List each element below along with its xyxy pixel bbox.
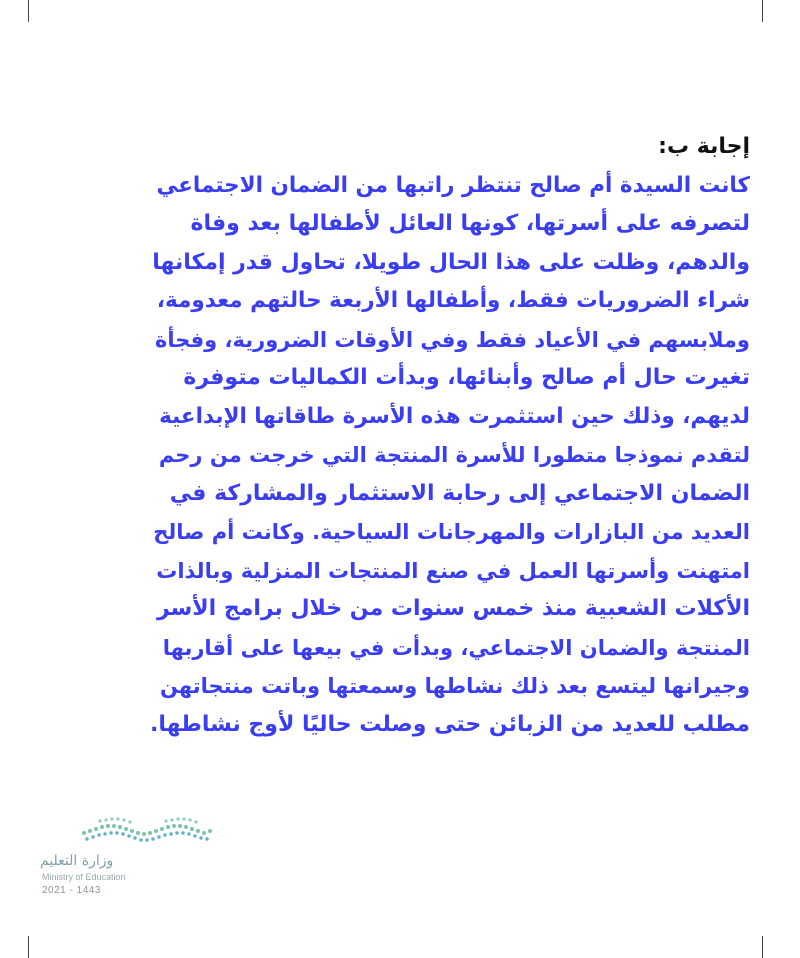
answer-line: الضمان الاجتماعي إلى رحابة الاستثمار والمشاركة في bbox=[169, 480, 750, 506]
answer-line: كانت السيدة أم صالح تنتظر راتبها من الضمان الاجتماعي bbox=[156, 172, 750, 198]
answer-line: العديد من البازارات والمهرجانات السياحية. وكانت أم صالح bbox=[153, 520, 750, 544]
logo-english-text: Ministry of Education bbox=[42, 872, 126, 882]
logo-year-text: 2021 - 1443 bbox=[42, 885, 101, 896]
crop-mark bbox=[762, 0, 763, 22]
answer-line: والدهم، وظلت على هذا الحال طويلا، تحاول قدر إمكانها bbox=[152, 249, 750, 275]
crop-mark bbox=[762, 936, 763, 958]
answer-line: الأكلات الشعبية منذ خمس سنوات من خلال برامج الأسر bbox=[156, 596, 750, 621]
answer-line: لتقدم نموذجا متطورا للأسرة المنتجة التي خرجت من رحم bbox=[158, 443, 750, 467]
crop-mark bbox=[28, 936, 29, 958]
logo-arabic-text: وزارة التعليم bbox=[40, 853, 114, 869]
answer-line: مطلب للعديد من الزبائن حتى وصلت حاليًا لأوج نشاطها. bbox=[149, 711, 750, 737]
crop-mark bbox=[28, 0, 29, 22]
answer-line: وجيرانها ليتسع بعد ذلك نشاطها وسمعتها وباتت منتجاتهن bbox=[159, 674, 750, 698]
answer-heading: إجابة ب: bbox=[658, 134, 750, 159]
answer-line: شراء الضروريات فقط، وأطفالها الأربعة حالتهم معدومة، bbox=[156, 288, 750, 313]
answer-line: لديهم، وذلك حين استثمرت هذه الأسرة طاقاتها الإبداعية bbox=[159, 403, 750, 429]
ministry-logo bbox=[40, 815, 190, 905]
answer-line: وملابسهم في الأعياد فقط وفي الأوقات الضرورية، وفجأة bbox=[154, 327, 750, 352]
logo-dots-icon bbox=[80, 815, 220, 845]
answer-line: المنتجة والضمان الاجتماعي، وبدأت في بيعها على أقاربها bbox=[162, 635, 750, 660]
answer-line: لتصرفه على أسرتها، كونها العائل لأطفالها بعد وفاة bbox=[190, 211, 750, 236]
answer-line: امتهنت وأسرتها العمل في صنع المنتجات المنزلية وبالذات bbox=[156, 558, 750, 583]
answer-text-block bbox=[150, 128, 750, 744]
answer-line: تغيرت حال أم صالح وأبنائها، وبدأت الكماليات متوفرة bbox=[183, 365, 750, 390]
